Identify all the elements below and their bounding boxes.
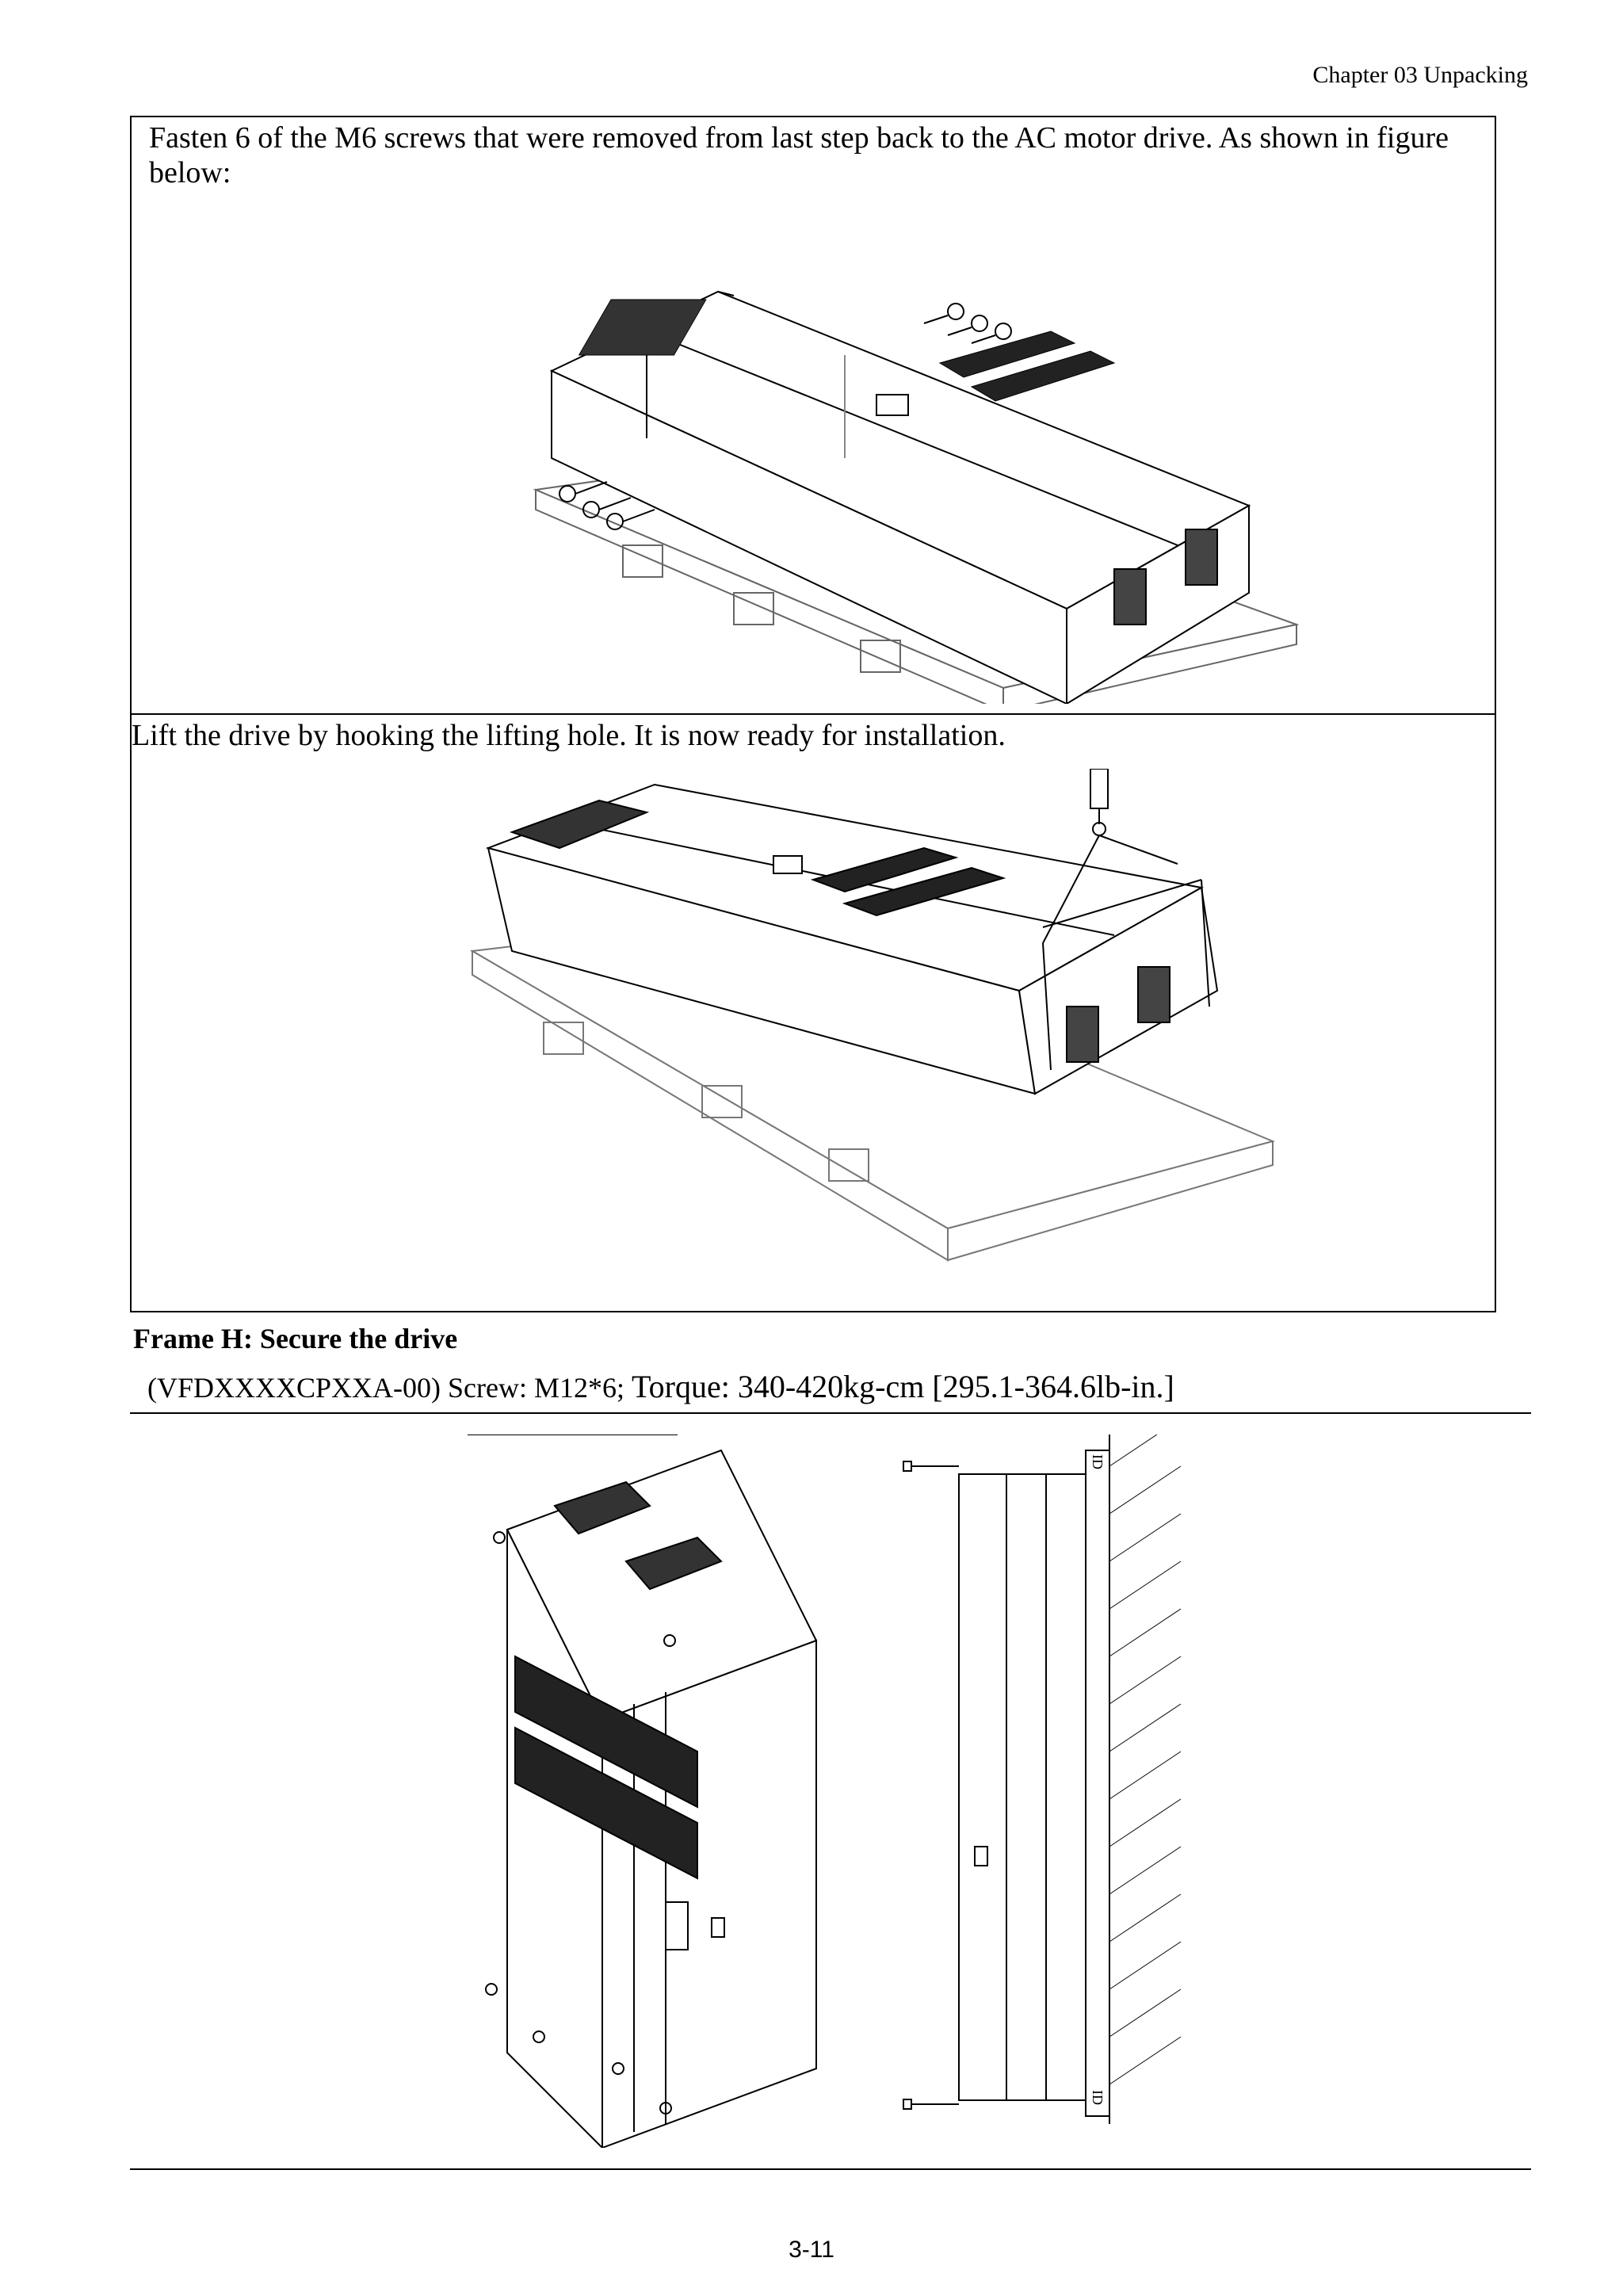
instruction-table xyxy=(130,116,1496,1312)
drive-on-pallet-figure xyxy=(449,197,1336,704)
spec-torque: Torque: 340-420kg-cm [295.1-364.6lb-in.] xyxy=(631,1369,1174,1404)
drive-lifting-figure xyxy=(464,769,1336,1308)
chapter-header: Chapter 03 Unpacking xyxy=(1312,62,1528,88)
frame-h-side-view-figure xyxy=(896,1435,1197,2124)
frame-h-isometric-figure xyxy=(468,1435,840,2148)
section-rule-bottom xyxy=(130,2168,1531,2170)
page-number: 3-11 xyxy=(789,2237,834,2263)
table-row-fasten-screws xyxy=(132,117,1495,715)
bracket-id-label-bottom: ID xyxy=(1090,2090,1106,2105)
section-rule-top xyxy=(130,1412,1531,1414)
frame-h-spec xyxy=(147,1368,1174,1405)
fasten-instruction-text: Fasten 6 of the M6 screws that were removed from last step back to the AC motor drive. As shown in figure below: xyxy=(149,121,1449,189)
bracket-id-label-top: ID xyxy=(1090,1454,1106,1469)
spec-prefix: (VFDXXXXCPXXA-00) Screw: M12*6; xyxy=(147,1372,632,1404)
frame-h-title: Frame H: Secure the drive xyxy=(133,1323,458,1354)
lift-instruction-text: Lift the drive by hooking the lifting hole. It is now ready for installation. xyxy=(132,719,1006,752)
table-row-lift-drive xyxy=(132,713,1495,1312)
